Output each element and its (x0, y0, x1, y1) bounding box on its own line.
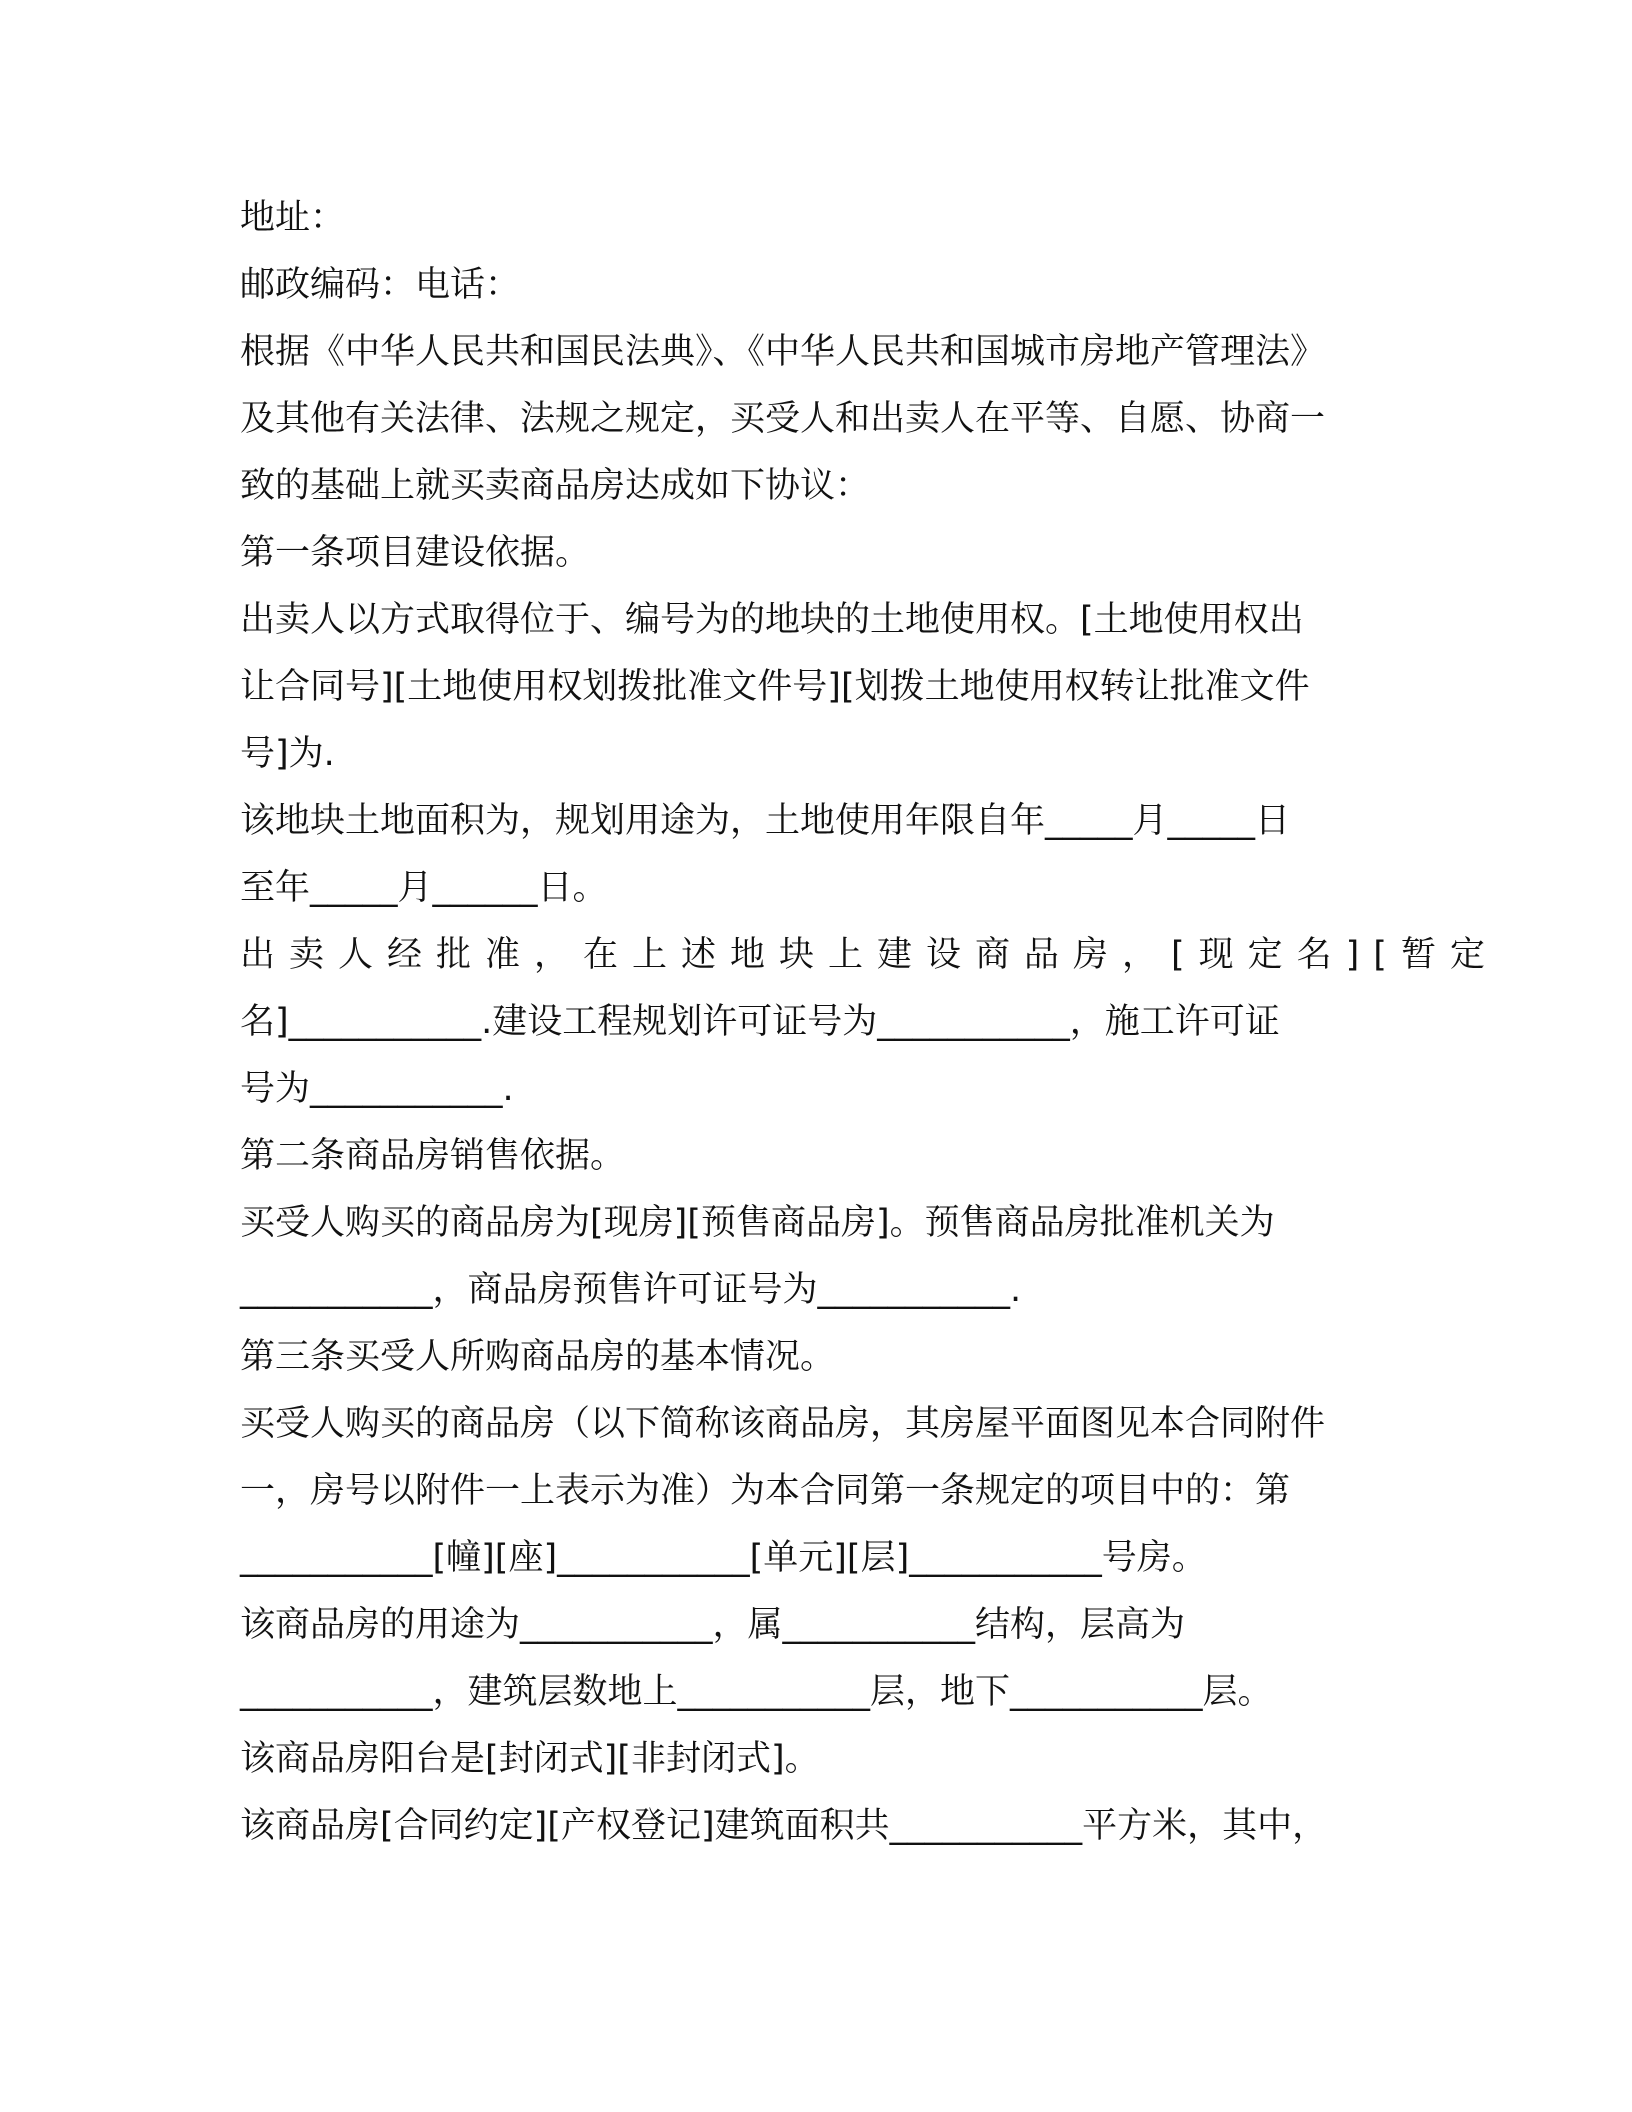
article-3-line-1: 买受人购买的商品房（以下简称该商品房，其房屋平面图见本合同附件 (240, 1404, 1326, 1444)
article-2-heading: 第二条商品房销售依据。 (240, 1136, 626, 1176)
article-3-line-2: 一，房号以附件一上表示为准）为本合同第一条规定的项目中的：第 (240, 1471, 1291, 1511)
document-body (240, 190, 1499, 1865)
article-1-line-8: 号为___________. (240, 1069, 514, 1109)
article-1-line-7: 名]___________.建设工程规划许可证号为___________，施工许可证 (240, 1002, 1280, 1042)
article-1-line-1: 出卖人以方式取得位于、编号为的地块的土地使用权。[土地使用权出 (240, 600, 1304, 640)
article-3-line-4: 该商品房的用途为___________，属___________结构，层高为 (240, 1605, 1186, 1645)
article-3-heading: 第三条买受人所购商品房的基本情况。 (240, 1337, 836, 1377)
article-1-line-4: 该地块土地面积为，规划用途为，土地使用年限自年_____月_____日 (240, 801, 1291, 841)
postcode-phone-line: 邮政编码：电话： (240, 265, 521, 305)
article-1-heading: 第一条项目建设依据。 (240, 533, 591, 573)
article-3-line-3: ___________[幢][座]___________[单元][层]___________号房。 (240, 1538, 1207, 1578)
article-1-line-6: 出卖人经批准，在上述地块上建设商品房，[现定名][暂定 (240, 935, 1499, 975)
article-1-line-2: 让合同号][土地使用权划拨批准文件号][划拨土地使用权转让批准文件 (240, 667, 1310, 707)
preamble-line-1: 根据《中华人民共和国民法典》、《中华人民共和国城市房地产管理法》 (240, 332, 1326, 372)
article-1-line-3: 号]为. (240, 734, 335, 774)
address-line: 地址： (240, 198, 346, 238)
preamble-line-3: 致的基础上就买卖商品房达成如下协议： (240, 466, 871, 506)
preamble-line-2: 及其他有关法律、法规之规定，买受人和出卖人在平等、自愿、协商一 (240, 399, 1326, 439)
article-3-line-7: 该商品房[合同约定][产权登记]建筑面积共___________平方米，其中， (240, 1806, 1328, 1846)
article-1-line-5: 至年_____月______日。 (240, 868, 608, 908)
article-3-line-6: 该商品房阳台是[封闭式][非封闭式]。 (240, 1739, 820, 1779)
article-2-line-2: ___________，商品房预售许可证号为___________. (240, 1270, 1022, 1310)
article-2-line-1: 买受人购买的商品房为[现房][预售商品房]。预售商品房批准机关为 (240, 1203, 1275, 1243)
article-3-line-5: ___________，建筑层数地上___________层，地下___________层。 (240, 1672, 1273, 1712)
